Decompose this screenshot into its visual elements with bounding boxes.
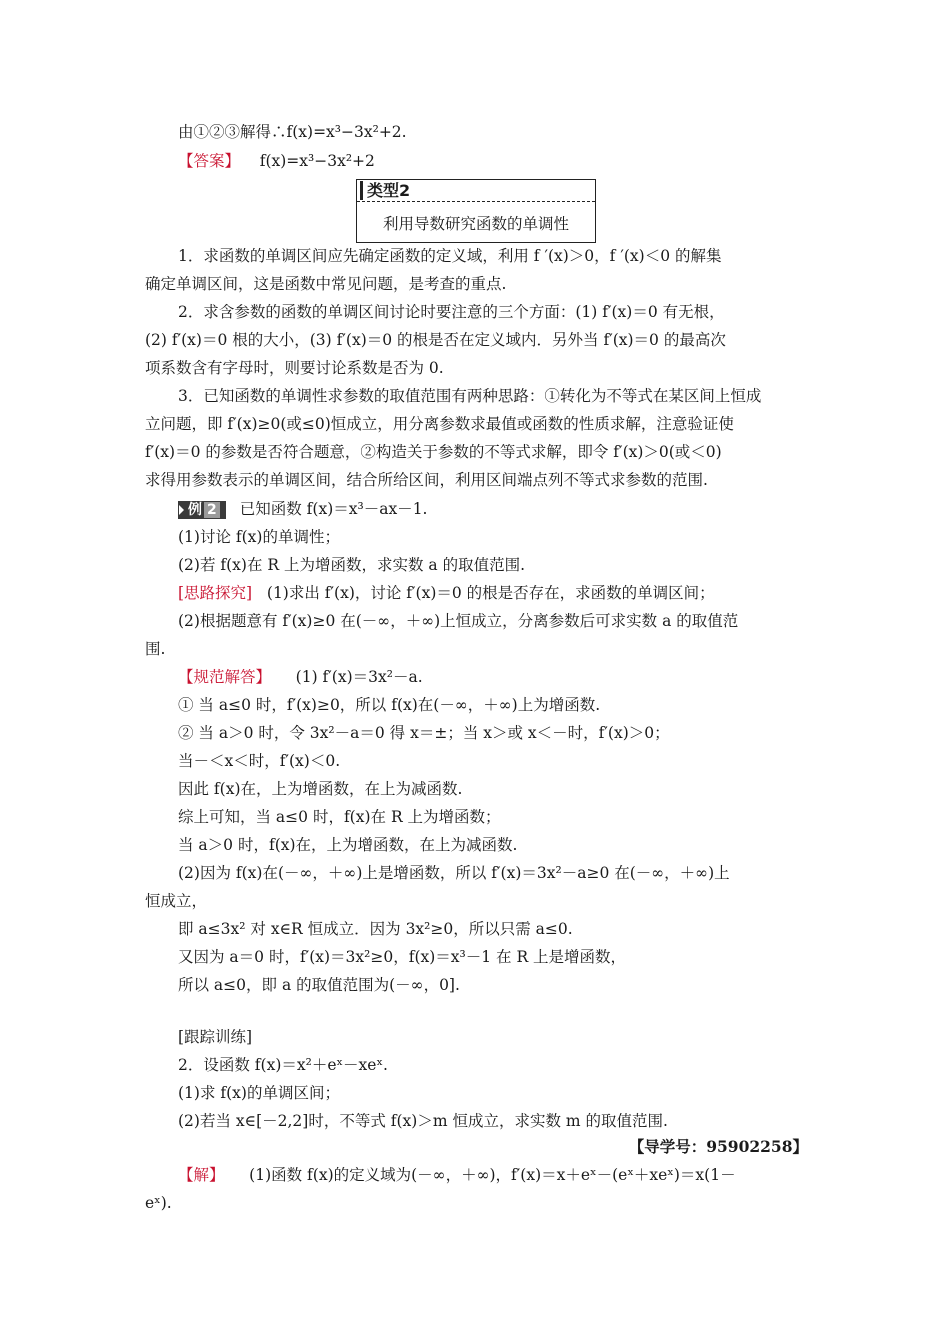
answer-text: f(x)=x³−3x²+2 [259,152,375,170]
think-text: (1)求出 f′(x)，讨论 f′(x)＝0 的根是否存在，求函数的单调区间； [266,584,715,602]
paragraph-3c: f′(x)＝0 的参数是否符合题意，②构造关于参数的不等式求解，即令 f′(x)＞0(或＜0) [145,443,722,461]
badge-arrow-icon [179,505,184,515]
derivation-result: 由①②③解得∴f(x)=x³−3x²+2. [178,123,407,141]
paragraph-3a: 3．已知函数的单调性求参数的取值范围有两种思路：①转化为不等式在某区间上恒成 [178,387,762,405]
jie-line [178,1165,810,1185]
solution-line [178,667,810,687]
paragraph-2b: (2) f′(x)＝0 根的大小，(3) f′(x)＝0 的根是否在定义域内．另外当 f′(x)＝0 的最高次 [145,331,726,349]
answer-tag: 【答案】 [178,152,241,170]
type-title: 利用导数研究函数的单调性 [382,215,569,233]
think-tag: [思路探究] [178,584,253,602]
type-box [356,179,596,243]
question-1: (1)讨论 f(x)的单调性； [178,528,340,546]
solution-8: 即 a≤3x² 对 x∈R 恒成立．因为 3x²≥0，所以只需 a≤0. [178,920,573,938]
paragraph-1b: 确定单调区间，这是函数中常见问题，是考查的重点. [145,275,507,293]
answer-line [178,151,810,171]
example-text: 已知函数 f(x)＝x³－ax－1. [239,500,428,518]
think-2a: (2)根据题意有 f′(x)≥0 在(－∞，＋∞)上恒成立，分离参数后可求实数 a 的取值范 [178,612,739,630]
type-divider [357,201,595,202]
paragraph-2c: 项系数含有字母时，则要讨论系数是否为 0. [145,359,444,377]
track-problem: 2．设函数 f(x)＝x²＋eˣ－xeˣ. [178,1056,388,1074]
solution-4: 因此 f(x)在，上为增函数，在上为减函数. [178,780,463,798]
solution-5: 综上可知，当 a≤0 时，f(x)在 R 上为增函数； [178,808,501,826]
paragraph-2a: 2．求含参数的函数的单调区间讨论时要注意的三个方面：(1) f′(x)＝0 有无根， [178,303,725,321]
solution-9: 又因为 a＝0 时，f′(x)＝3x²≥0，f(x)＝x³－1 在 R 上是增函数， [178,948,627,966]
track-heading: [跟踪训练] [178,1028,253,1046]
think-2b: 围. [145,640,166,658]
solution-3: 当－＜x＜时，f′(x)＜0. [178,752,341,770]
example-number: 2 [204,502,220,518]
solution-2: ② 当 a＞0 时，令 3x²－a＝0 得 x＝±；当 x＞或 x＜－时，f′(x)＞0； [178,724,670,742]
question-2: (2)若 f(x)在 R 上为增函数，求实数 a 的取值范围. [178,556,526,574]
solution-10: 所以 a≤0，即 a 的取值范围为(－∞，0]. [178,976,460,994]
example-word: 例 [188,502,202,518]
guide-number: 【导学号：95902258】 [628,1137,808,1156]
example-line [178,499,810,519]
track-q1: (1)求 f(x)的单调区间； [178,1084,340,1102]
solution-tag: 【规范解答】 [178,668,272,686]
solution-7b: 恒成立， [145,892,208,910]
paragraph-1a: 1．求函数的单调区间应先确定函数的定义域，利用 f ′(x)＞0，f ′(x)＜0 的解集 [178,247,722,265]
paragraph-3b: 立问题，即 f′(x)≥0(或≤0)恒成立，用分离参数求最值或函数的性质求解，注意验证使 [145,415,734,433]
example-badge [178,501,226,519]
jie-2: eˣ). [145,1194,172,1212]
paragraph-3d: 求得用参数表示的单调区间，结合所给区间，利用区间端点列不等式求参数的范围. [145,471,708,489]
solution-1: ① 当 a≤0 时，f′(x)≥0，所以 f(x)在(－∞，＋∞)上为增函数. [178,696,601,714]
solution-7a: (2)因为 f(x)在(－∞，＋∞)上是增函数，所以 f′(x)＝3x²－a≥0 在(－∞，＋∞)上 [178,864,730,882]
think-line [178,583,810,603]
solution-6: 当 a＞0 时，f(x)在，上为增函数，在上为减函数. [178,836,518,854]
track-q2: (2)若当 x∈[－2,2]时，不等式 f(x)＞m 恒成立，求实数 m 的取值范围. [178,1112,668,1130]
jie-text: (1)函数 f(x)的定义域为(－∞，＋∞)，f′(x)＝x＋eˣ－(eˣ＋xeˣ)＝x(1－ [249,1166,736,1184]
solution-text: (1) f′(x)＝3x²－a. [295,668,423,686]
type-label: 类型2 [360,181,410,200]
jie-tag: 【解】 [178,1166,225,1184]
